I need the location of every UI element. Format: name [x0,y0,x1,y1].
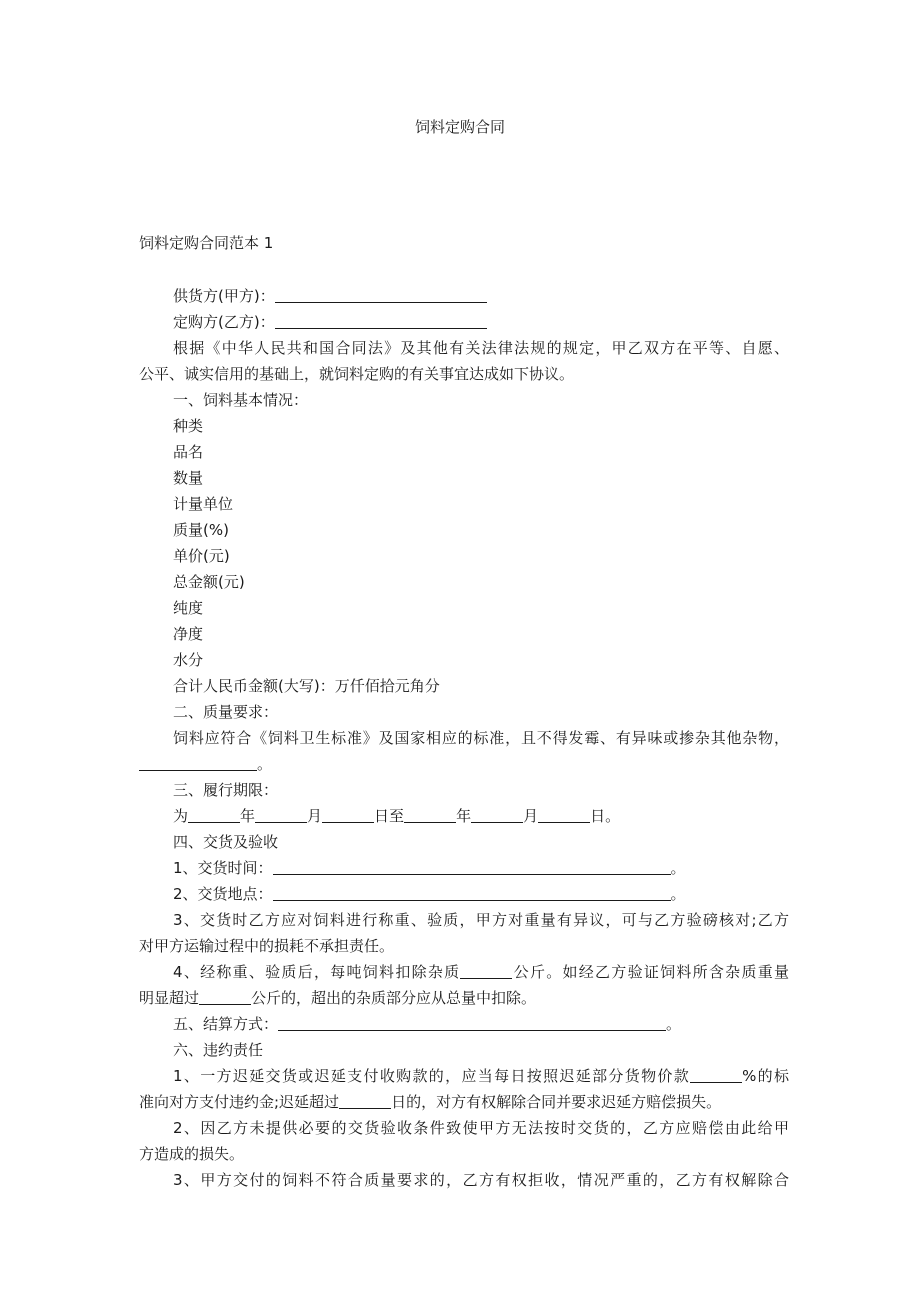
item-total-amount: 总金额(元) [173,573,245,591]
section-2-heading: 二、质量要求： [173,703,279,721]
quality-blank [139,752,257,771]
term-start-day-blank [322,804,374,823]
breach-1-line-2 [139,1089,789,1115]
impurity-text-2a: 明显超过 [139,989,200,1007]
breach-3-line-1: 3、甲方交付的饲料不符合质量要求的，乙方有权拒收，情况严重的，乙方有权解除合 [173,1171,789,1189]
supplier-line [139,283,789,309]
delivery-place-period: 。 [670,885,686,903]
impurity-excess-blank [199,986,251,1005]
weigh-line-2: 对甲方运输过程中的损耗不承担责任。 [139,937,395,955]
settlement-line [139,1011,789,1037]
term-day-to-label: 日至 [374,807,405,825]
term-month-label: 月 [307,807,323,825]
item-name: 品名 [173,443,204,461]
delivery-time-label: 1、交货时间： [173,859,273,877]
total-rmb-line: 合计人民币金额(大写)：万仟佰拾元角分 [173,677,440,695]
term-start-month-blank [255,804,307,823]
term-end-day-blank [538,804,590,823]
term-end-month-blank [471,804,523,823]
impurity-text-1b: 公斤。如经乙方验证饲料所含杂质重量 [512,963,789,981]
section-6-heading: 六、违约责任 [173,1041,264,1059]
delivery-place-blank [273,882,671,901]
term-year-label-2: 年 [456,807,472,825]
buyer-label: 定购方(乙方)： [173,313,275,331]
quality-line-1: 饲料应符合《饲料卫生标准》及国家相应的标准，且不得发霉、有异味或掺杂其他杂物， [173,729,789,747]
section-1-heading: 一、饲料基本情况： [173,391,309,409]
item-type: 种类 [173,417,204,435]
delivery-place-label: 2、交货地点： [173,885,273,903]
item-unit: 计量单位 [173,495,234,513]
impurity-kg-blank [460,960,512,979]
term-prefix: 为 [173,807,189,825]
term-month-label-2: 月 [523,807,539,825]
breach-2-line-2: 方造成的损失。 [139,1145,245,1163]
item-purity: 纯度 [173,599,204,617]
settlement-period: 。 [666,1015,682,1033]
breach-1-line-1 [139,1063,789,1089]
supplier-label: 供货方(甲方)： [173,287,275,305]
delivery-time-blank [273,856,671,875]
section-5-heading: 五、结算方式： [173,1015,279,1033]
section-3-heading: 三、履行期限： [173,781,279,799]
delivery-place-line [139,881,789,907]
impurity-text-2b: 公斤的，超出的杂质部分应从总量中扣除。 [251,989,537,1007]
term-end-year-blank [404,804,456,823]
item-unit-price: 单价(元) [173,547,230,565]
document-title: 饲料定购合同 [414,118,505,136]
impurity-text-1a: 4、经称重、验质后，每吨饲料扣除杂质 [173,963,461,981]
term-line [139,803,789,829]
settlement-blank [278,1012,666,1031]
section-4-heading: 四、交货及验收 [173,833,279,851]
breach-days-blank [339,1090,391,1109]
delivery-time-line [139,855,789,881]
item-quantity: 数量 [173,469,204,487]
breach-1-text-1b: %的标 [742,1067,789,1085]
item-moisture: 水分 [173,651,204,669]
supplier-blank [275,284,487,303]
item-cleanliness: 净度 [173,625,204,643]
quality-period: 。 [257,755,273,773]
weigh-line-1: 3、交货时乙方应对饲料进行称重、验质，甲方对重量有异议，可与乙方验磅核对;乙方 [173,911,789,929]
breach-1-text-2a: 准向对方支付违约金;迟延超过 [139,1093,340,1111]
term-year-label: 年 [240,807,256,825]
breach-1-text-1a: 1、一方迟延交货或迟延支付收购款的，应当每日按照迟延部分货物价款 [173,1067,691,1085]
breach-1-text-2b: 日的，对方有权解除合同并要求迟延方赔偿损失。 [391,1093,722,1111]
breach-2-line-1: 2、因乙方未提供必要的交货验收条件致使甲方无法按时交货的，乙方应赔偿由此给甲 [173,1119,789,1137]
quality-line-2 [139,751,789,777]
impurity-line-2 [139,985,789,1011]
document-body [139,283,789,1193]
breach-rate-blank [690,1064,742,1083]
term-start-year-blank [188,804,240,823]
impurity-line-1 [139,959,789,985]
item-quality: 质量(%) [173,521,229,539]
intro-line-1: 根据《中华人民共和国合同法》及其他有关法律法规的规定，甲乙双方在平等、自愿、 [173,339,789,357]
document-subtitle: 饲料定购合同范本 1 [139,234,274,252]
buyer-line [139,309,789,335]
delivery-time-period: 。 [670,859,686,877]
intro-line-2: 公平、诚实信用的基础上，就饲料定购的有关事宜达成如下协议。 [139,365,575,383]
term-day-end-label: 日。 [590,807,621,825]
buyer-blank [275,310,487,329]
